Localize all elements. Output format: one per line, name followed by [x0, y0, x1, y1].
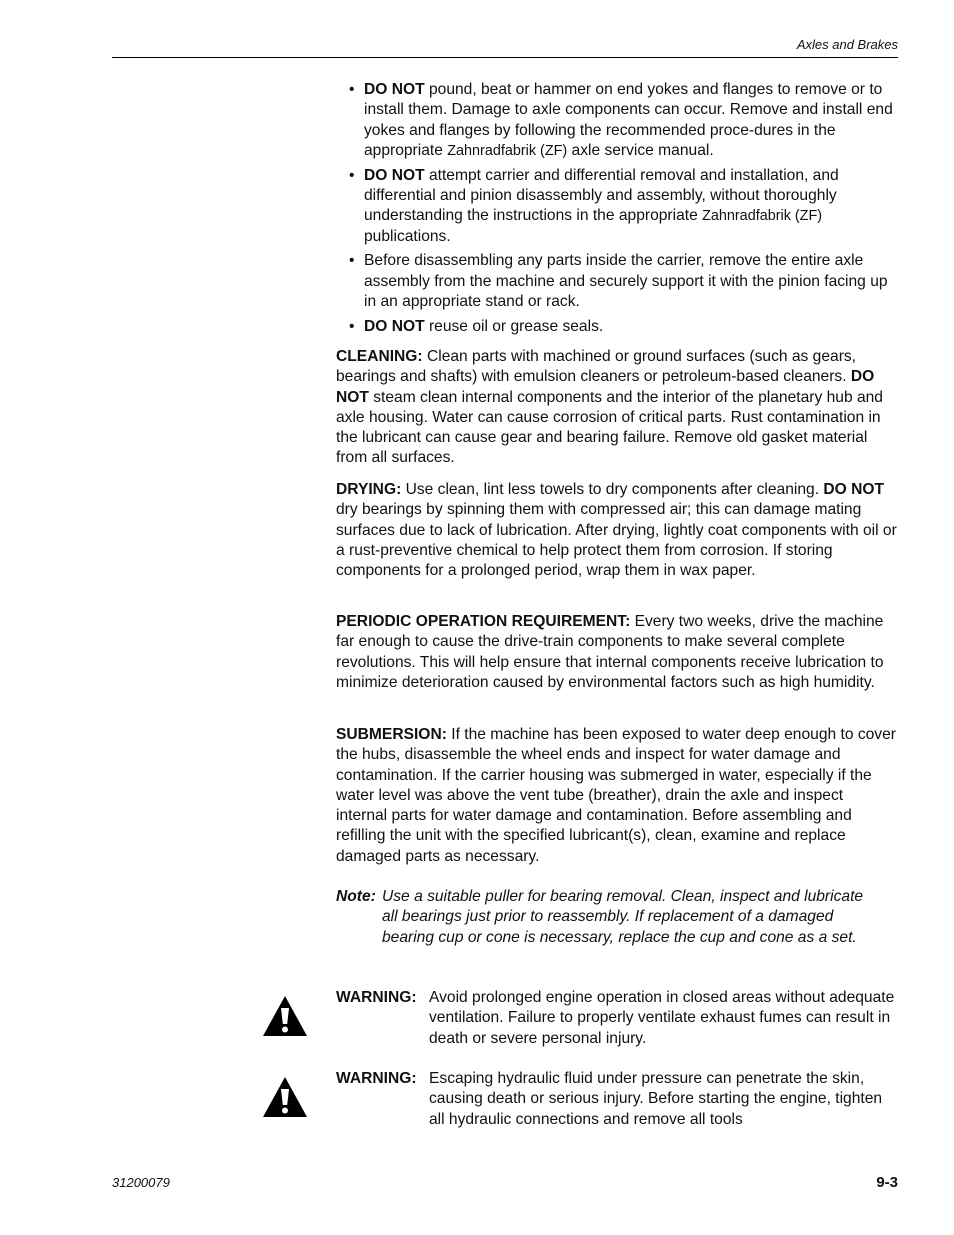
note-block	[336, 887, 881, 948]
list-item: • DO NOT reuse oil or grease seals.	[349, 317, 604, 335]
warning-triangle-icon	[262, 995, 308, 1037]
footer-page-number: 9-3	[876, 1174, 898, 1191]
footer-doc-number: 31200079	[112, 1175, 170, 1190]
warning-block-ventilation	[336, 988, 898, 1049]
submersion-paragraph: SUBMERSION: If the machine has been exposed to water deep enough to cover the hubs, disassemble the wheel ends and inspect for water damage and contamination. If the carrier housing was submerged in water, especially if the water level was above the vent tube (breather), drain the axle and inspect internal parts for water damage and contamination. Before assembling and refilling the unit with the specified lubricant(s), clean, examine and replace damaged parts as necessary.	[336, 726, 896, 865]
drying-paragraph: DRYING: Use clean, lint less towels to dry components after cleaning. DO NOT dry bearings by spinning them with compressed air; this can damage mating surfaces due to lack of lubrication. After drying, lightly coat components with oil or a rust-preventive chemical to help protect them from corrosion. If storing components for a prolonged period, wrap them in wax paper.	[336, 481, 897, 580]
note-text: Use a suitable puller for bearing removal. Clean, inspect and lubricate all bearings just prior to reassembly. If replacement of a damaged bearing cup or cone is necessary, replace the cup and cone as a set.	[382, 888, 864, 946]
list-item: • DO NOT attempt carrier and differential removal and installation, and differential and pinion disassembly and assembly, without thoroughly understanding the instructions in the appropriate Zahnradfabrik (ZF) publications.	[349, 166, 839, 245]
header-section-title: Axles and Brakes	[796, 37, 898, 52]
list-item: • DO NOT pound, beat or hammer on end yokes and flanges to remove or to install them. Damage to axle components can occur. Remove and install end yokes and flanges by following the recommended proce-dures in the appropriate Zahnradfabrik (ZF) axle service manual.	[349, 81, 893, 159]
note-label: Note:	[336, 888, 376, 905]
list-item: • Before disassembling any parts inside the carrier, remove the entire axle assembly from the machine and securely support it with the pinion facing up in an appropriate stand or rack.	[349, 252, 888, 310]
warning-text: Escaping hydraulic fluid under pressure can penetrate the skin, causing death or serious injury. Before starting the engine, tighten all hydraulic connections and remove all tools	[429, 1070, 883, 1128]
precaution-list	[336, 80, 898, 342]
warning-triangle-icon	[262, 1076, 308, 1118]
cleaning-paragraph: CLEANING: Clean parts with machined or ground surfaces (such as gears, bearings and shafts) with emulsion cleaners or petroleum-based cleaners. DO NOT steam clean internal components and the interior of the planetary hub and axle housing. Water can cause corrosion of critical parts. Rust contamination in the lubricant can cause gear and bearing failure. Remove old gasket material from all surfaces.	[336, 348, 883, 467]
warning-block-hydraulic	[336, 1069, 898, 1130]
header-rule	[112, 57, 898, 58]
periodic-operation-paragraph: PERIODIC OPERATION REQUIREMENT: Every two weeks, drive the machine far enough to cause the drive-train components to make several complete revolutions. This will help ensure that internal components receive lubrication to minimize deterioration caused by environmental factors such as high humidity.	[336, 613, 884, 691]
warning-label: WARNING:	[336, 1070, 417, 1087]
warning-text: Avoid prolonged engine operation in closed areas without adequate ventilation. Failure to properly ventilate exhaust fumes can result in death or severe personal injury.	[429, 989, 895, 1047]
warning-label: WARNING:	[336, 989, 417, 1006]
